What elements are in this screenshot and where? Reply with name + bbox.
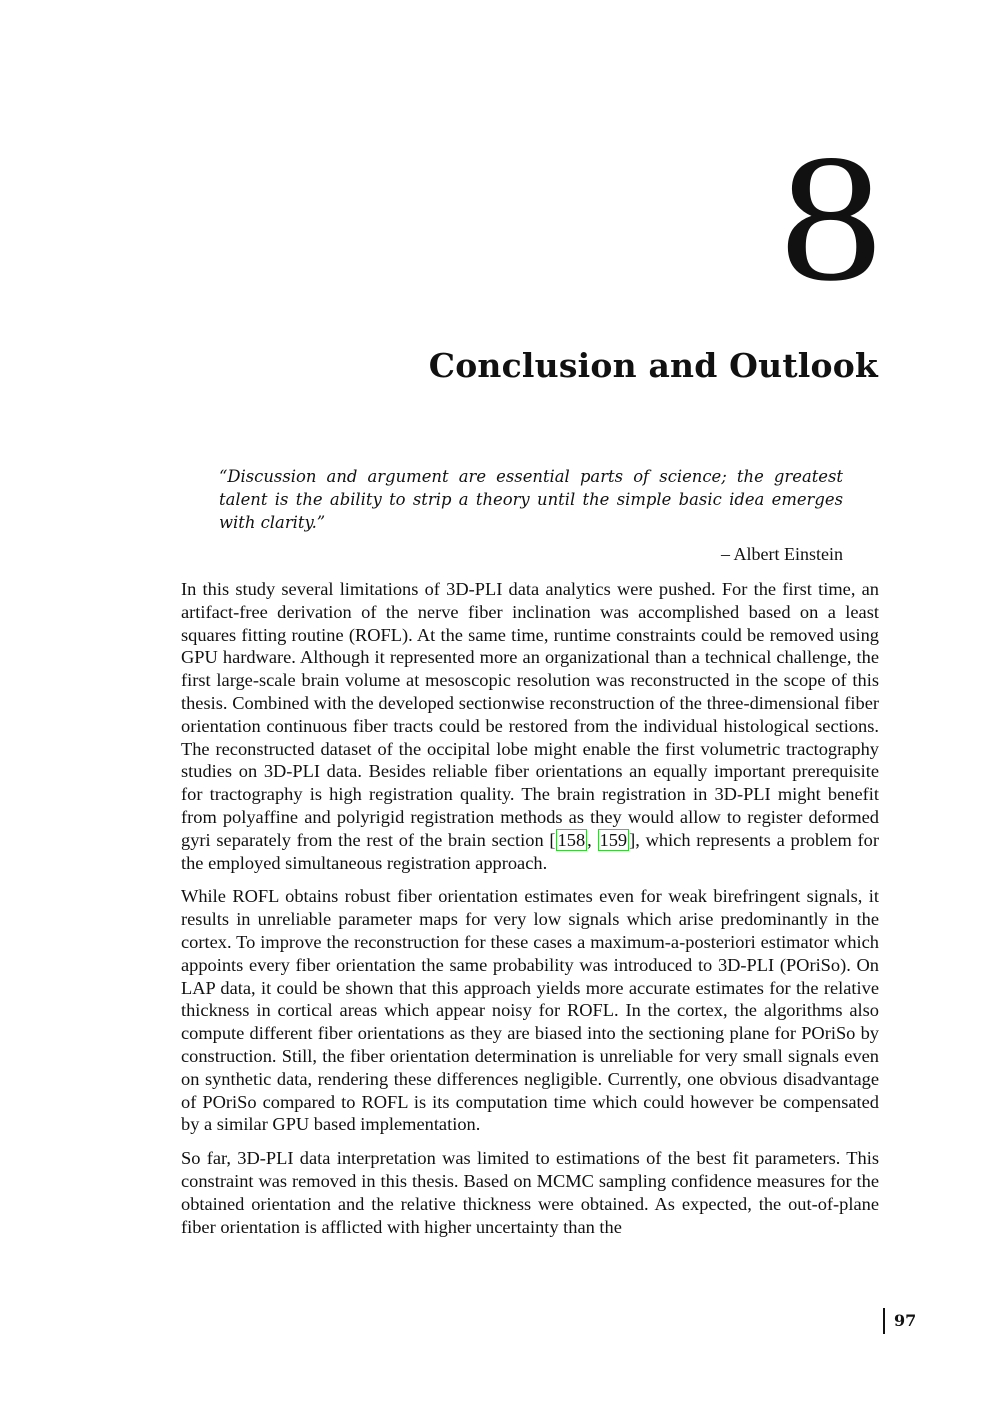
citation-separator: , bbox=[587, 829, 598, 850]
paragraph-1-text: In this study several limitations of 3D-PLI data analytics were pushed. For the first time, an artifact-free derivation of the nerve fiber inclination was accomplished based on a least squares fitting routine (ROFL). At the same time, runtime constraints could be removed using GPU hardware. Although it represented more an organizational than a technical challenge, the first large-scale brain volume at mesoscopic resolution was reconstructed in the scope of this thesis. Combined with the developed sectionwise reconstruction of the three-dimensional fiber orientation continuous fiber tracts could be restored from the individual histological sections. The reconstructed dataset of the occipital lobe might enable the first volumetric tractography studies on 3D-PLI data. Besides reliable fiber orientations an equally important prerequisite for tractography is high registration quality. The brain registration in 3D-PLI might benefit from polyaffine and polyrigid registration methods as they would allow to register deformed gyri separately from the rest of the brain section [ bbox=[181, 579, 879, 850]
epigraph-quote: “Discussion and argument are essential parts of science; the greatest talent is the ability to strip a theory until the simple basic idea emerges with clarity.” bbox=[219, 467, 843, 532]
body-text bbox=[181, 578, 879, 1249]
chapter-title: Conclusion and Outlook bbox=[428, 346, 878, 385]
paragraph-1 bbox=[181, 578, 879, 874]
chapter-number: 8 bbox=[780, 118, 882, 319]
page-number: 97 bbox=[883, 1308, 916, 1334]
epigraph bbox=[219, 465, 843, 565]
citation-link-159[interactable]: 159 bbox=[599, 829, 628, 850]
epigraph-author: – Albert Einstein bbox=[721, 544, 843, 564]
paragraph-3: So far, 3D-PLI data interpretation was limited to estimations of the best fit parameters. This constraint was removed in this thesis. Based on MCMC sampling confidence measures for the obtained orientation and the relative thickness were obtained. As expected, the out-of-plane fiber orientation is afflicted with higher uncertainty than the bbox=[181, 1148, 879, 1237]
paragraph-2: While ROFL obtains robust fiber orientation estimates even for weak birefringent signals, it results in unreliable parameter maps for very low signals which arise predominantly in the cortex. To improve the reconstruction for these cases a maximum-a-posteriori estimator which appoints every fiber orientation the same probability was introduced to 3D-PLI (POriSo). On LAP data, it could be shown that this approach yields more accurate estimates for the relative thickness in cortical areas which appear noisy for ROFL. In the cortex, the algorithms also compute different fiber orientations as they are biased into the sectioning plane for POriSo by construction. Still, the fiber orientation determination is unreliable for very small signals even on synthetic data, rendering these differences negligible. Currently, one obvious disadvantage of POriSo compared to ROFL is its computation time which could however be compensated by a similar GPU based implementation. bbox=[181, 886, 879, 1135]
citation-link-158[interactable]: 158 bbox=[557, 829, 586, 850]
paragraph-1-text-end: ], which represents a problem for the employed simultaneous registration approach. bbox=[181, 829, 879, 873]
